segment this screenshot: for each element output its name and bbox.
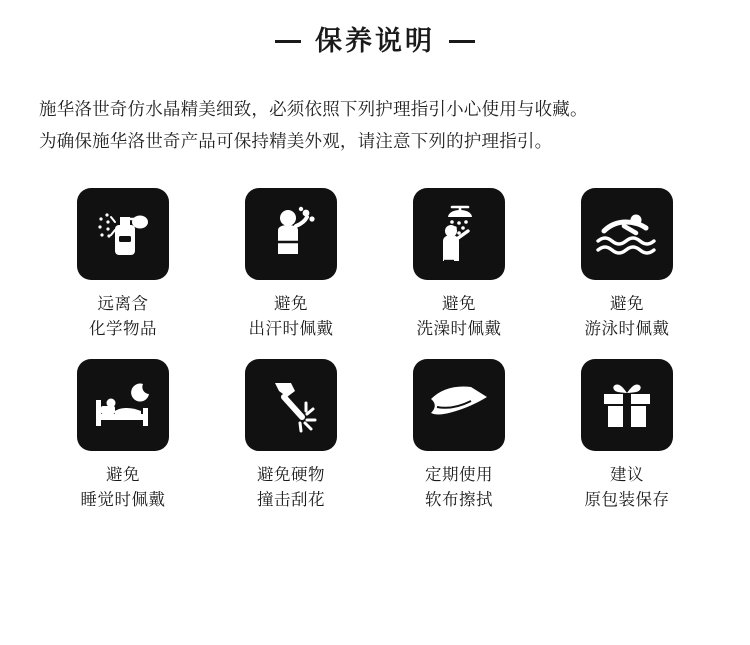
hammer-impact-icon [245, 359, 337, 451]
care-icon-grid [39, 188, 711, 514]
care-item-line-1: 远离含 [97, 294, 149, 313]
sleeping-bed-icon [77, 359, 169, 451]
sweating-person-icon [245, 188, 337, 280]
care-item-line-1: 避免 [274, 294, 308, 313]
care-item-caption [425, 463, 493, 514]
care-item-caption [417, 292, 502, 343]
care-item-line-1: 避免硬物 [257, 465, 325, 484]
care-item [543, 359, 711, 514]
care-item-line-2: 化学物品 [89, 320, 157, 339]
intro-line-1: 施华洛世奇仿水晶精美细致，必须依照下列护理指引小心使用与收藏。 [39, 99, 588, 119]
care-item [39, 359, 207, 514]
care-item-line-2: 撞击刮花 [257, 491, 325, 510]
care-item-line-2: 睡觉时佩戴 [80, 491, 166, 510]
page-title-row [0, 0, 750, 55]
care-item-line-2: 洗澡时佩戴 [416, 320, 502, 339]
shower-icon [413, 188, 505, 280]
care-item [207, 188, 375, 343]
care-item [375, 188, 543, 343]
gift-box-icon [581, 359, 673, 451]
intro-line-2: 为确保施华洛世奇产品可保持精美外观，请注意下列的护理指引。 [39, 131, 553, 152]
care-item [207, 359, 375, 514]
care-item-line-1: 建议 [610, 465, 644, 484]
care-item [375, 359, 543, 514]
care-item-line-1: 避免 [442, 294, 476, 313]
care-item-caption [257, 463, 325, 514]
care-item-caption [89, 292, 157, 343]
care-item-line-1: 定期使用 [425, 465, 493, 484]
perfume-spray-icon [77, 188, 169, 280]
care-item-line-1: 避免 [610, 294, 644, 313]
care-item-caption [81, 463, 166, 514]
care-item-caption [585, 463, 670, 514]
care-item [39, 188, 207, 343]
swimming-icon [581, 188, 673, 280]
care-item-line-1: 避免 [106, 465, 140, 484]
care-item-caption [249, 292, 334, 343]
title-left-dash-icon [275, 40, 301, 43]
care-item-line-2: 原包装保存 [584, 491, 670, 510]
title-right-dash-icon [449, 40, 475, 43]
soft-cloth-icon [413, 359, 505, 451]
care-item [543, 188, 711, 343]
intro-paragraph [39, 93, 711, 158]
page-title: 保养说明 [315, 26, 435, 56]
care-item-line-2: 软布擦拭 [425, 491, 493, 510]
care-item-line-2: 出汗时佩戴 [248, 320, 334, 339]
care-item-line-2: 游泳时佩戴 [584, 320, 670, 339]
care-item-caption [585, 292, 670, 343]
